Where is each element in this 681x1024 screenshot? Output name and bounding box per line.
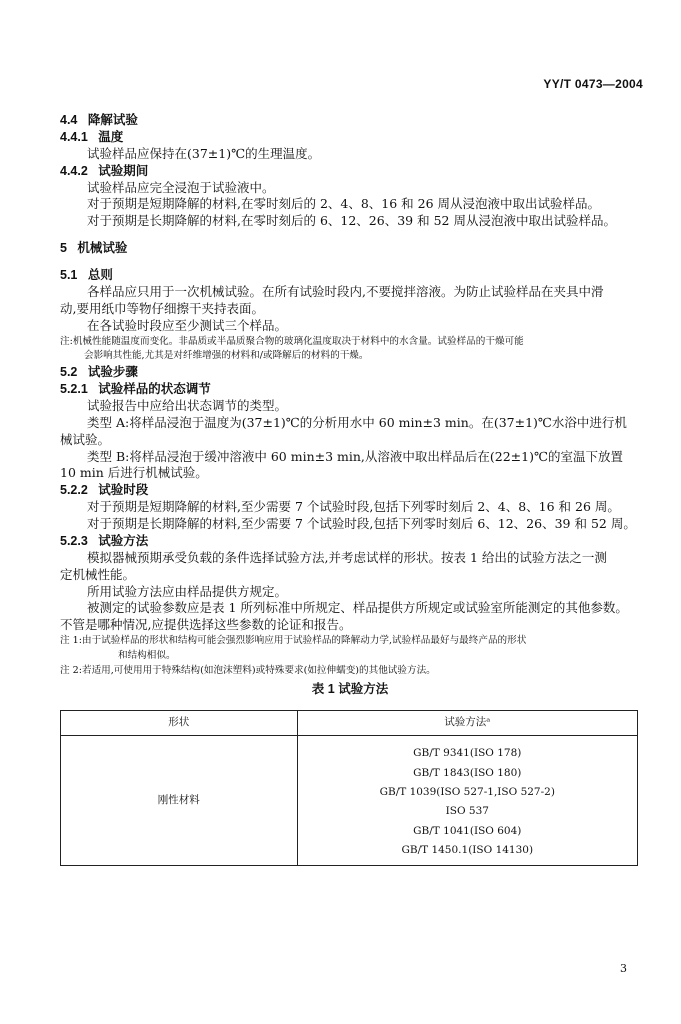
section-5-1-note: 注:机械性能随温度而变化。非晶质或半晶质聚合物的玻璃化温度取决于材料中的水含量。试验样品的干燥可能 — [60, 335, 524, 347]
section-4-4-2-heading: 4.4.2 试验期间 — [60, 163, 149, 178]
section-5-2-1-line: 试验报告中应给出状态调节的类型。 — [87, 397, 288, 413]
method-item: GB/T 9341(ISO 178) — [413, 747, 522, 760]
method-item: ISO 537 — [445, 805, 489, 818]
section-4-4-2-line: 对于预期是长期降解的材料,在零时刻后的 6、12、26、39 和 52 周从浸泡液中取出试验样品。 — [87, 213, 616, 229]
section-4-4-2-line: 对于预期是短期降解的材料,在零时刻后的 2、4、8、16 和 26 周从浸泡液中取出试验样品。 — [87, 196, 601, 212]
method-item: GB/T 1041(ISO 604) — [413, 824, 522, 837]
section-5-2-3-para3-cont: 不管是哪种情况,应提供选择这些参数的论证和报告。 — [60, 617, 352, 633]
table-row — [61, 736, 638, 866]
section-5-2-3-note2: 注 2:若适用,可使用用于特殊结构(如泡沫塑料)或特殊要求(如拉伸蠕变)的其他试验方法。 — [60, 664, 436, 676]
section-5-2-heading: 5.2 试验步骤 — [60, 365, 138, 380]
section-5-2-3-para2: 所用试验方法应由样品提供方规定。 — [87, 583, 288, 599]
method-item: GB/T 1450.1(ISO 14130) — [401, 844, 534, 857]
page-number: 3 — [620, 962, 627, 975]
section-4-4-heading: 4.4 降解试验 — [60, 113, 138, 127]
method-item: GB/T 1039(ISO 527-1,ISO 527-2) — [379, 786, 555, 799]
section-4-4-1-heading: 4.4.1 温度 — [60, 129, 124, 144]
section-5-2-2-line: 对于预期是短期降解的材料,至少需要 7 个试验时段,包括下列零时刻后 2、4、8、16 和 26 周。 — [87, 499, 620, 515]
section-5-1-note-cont: 会影响其性能,尤其是对纤维增强的材料和/或降解后的材料的干燥。 — [84, 350, 369, 362]
section-5-2-1-type-a-cont: 械试验。 — [60, 431, 111, 447]
table-cell-methods — [297, 736, 637, 866]
table-header-shape: 形状 — [61, 711, 298, 736]
method-item: GB/T 1843(ISO 180) — [413, 766, 522, 779]
section-5-2-3-heading: 5.2.3 试验方法 — [60, 533, 149, 548]
section-5-2-1-heading: 5.2.1 试验样品的状态调节 — [60, 382, 211, 397]
table-header-row — [61, 711, 638, 736]
table-cell-shape: 刚性材料 — [61, 736, 298, 866]
section-5-1-heading: 5.1 总则 — [60, 268, 113, 282]
document-body — [60, 112, 640, 866]
section-5-heading: 5 机械试验 — [60, 241, 128, 256]
section-5-1-para1-cont: 动,要用纸巾等物仔细擦干夹持表面。 — [60, 300, 264, 316]
section-5-2-3-para3: 被测定的试验参数应是表 1 所列标准中所规定、样品提供方所规定或试验室所能测定的其他参数。 — [87, 600, 628, 616]
section-5-2-3-note1: 注 1:由于试验样品的形状和结构可能会强烈影响应用于试验样品的降解动力学,试验样品最好与最终产品的形状 — [60, 635, 527, 647]
section-5-1-para2: 在各试验时段应至少测试三个样品。 — [87, 317, 288, 333]
section-4-4-2-line: 试验样品应完全浸泡于试验液中。 — [87, 179, 275, 195]
section-5-2-2-line: 对于预期是长期降解的材料,至少需要 7 个试验时段,包括下列零时刻后 6、12、26、39 和 52 周。 — [87, 516, 636, 532]
table-1-caption: 表 1 试验方法 — [311, 681, 389, 696]
table-header-method: 试验方法ᵃ — [297, 711, 637, 736]
section-5-2-1-type-b-cont: 10 min 后进行机械试验。 — [60, 465, 208, 481]
section-5-2-3-para1-cont: 定机械性能。 — [60, 566, 136, 582]
section-5-2-2-heading: 5.2.2 试验时段 — [60, 483, 149, 498]
standard-number: YY/T 0473—2004 — [543, 77, 643, 91]
section-5-2-3-note1-cont: 和结构相似。 — [118, 650, 176, 662]
section-5-1-para1: 各样品应只用于一次机械试验。在所有试验时段内,不要搅拌溶液。为防止试验样品在夹具中滑 — [87, 283, 604, 299]
table-1 — [60, 710, 638, 866]
section-5-2-1-type-b: 类型 B:将样品浸泡于缓冲溶液中 60 min±3 min,从溶液中取出样品后在(22±1)℃的室温下放置 — [87, 448, 623, 464]
section-5-2-1-type-a: 类型 A:将样品浸泡于温度为(37±1)℃的分析用水中 60 min±3 min。在(37±1)℃水浴中进行机 — [87, 414, 627, 430]
section-4-4-1-text: 试验样品应保持在(37±1)℃的生理温度。 — [87, 145, 321, 161]
section-5-2-3-para1: 模拟器械预期承受负载的条件选择试验方法,并考虑试样的形状。按表 1 给出的试验方法之一测 — [87, 549, 607, 565]
